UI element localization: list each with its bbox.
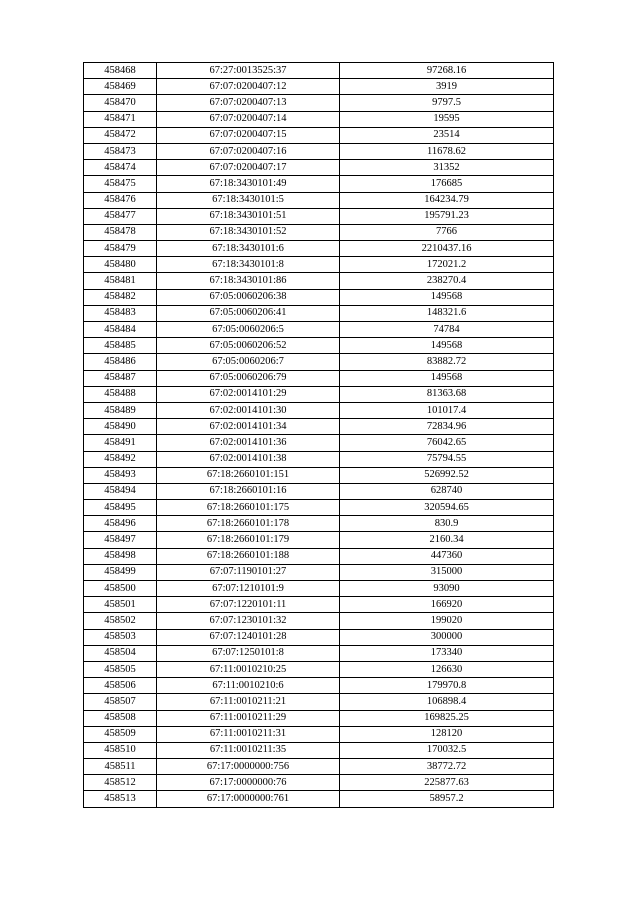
cadastral-number-cell: 67:05:0060206:7 bbox=[157, 354, 340, 370]
table-row bbox=[84, 257, 554, 273]
value-cell: 72834.96 bbox=[340, 419, 554, 435]
table-row bbox=[84, 678, 554, 694]
row-number-cell: 458499 bbox=[84, 564, 157, 580]
table-row bbox=[84, 79, 554, 95]
value-cell: 128120 bbox=[340, 726, 554, 742]
table-row bbox=[84, 241, 554, 257]
table-row bbox=[84, 726, 554, 742]
value-cell: 176685 bbox=[340, 176, 554, 192]
cadastral-number-cell: 67:18:2660101:179 bbox=[157, 532, 340, 548]
value-cell: 75794.55 bbox=[340, 451, 554, 467]
cadastral-number-cell: 67:07:0200407:15 bbox=[157, 127, 340, 143]
value-cell: 126630 bbox=[340, 661, 554, 677]
cadastral-number-cell: 67:07:1210101:9 bbox=[157, 581, 340, 597]
value-cell: 164234.79 bbox=[340, 192, 554, 208]
value-cell: 81363.68 bbox=[340, 386, 554, 402]
value-cell: 173340 bbox=[340, 645, 554, 661]
table-row bbox=[84, 564, 554, 580]
value-cell: 83882.72 bbox=[340, 354, 554, 370]
value-cell: 195791.23 bbox=[340, 208, 554, 224]
row-number-cell: 458511 bbox=[84, 759, 157, 775]
row-number-cell: 458489 bbox=[84, 402, 157, 418]
value-cell: 149568 bbox=[340, 289, 554, 305]
cadastral-number-cell: 67:07:0200407:16 bbox=[157, 143, 340, 159]
value-cell: 830.9 bbox=[340, 516, 554, 532]
table-row bbox=[84, 354, 554, 370]
table-row bbox=[84, 483, 554, 499]
row-number-cell: 458503 bbox=[84, 629, 157, 645]
cadastral-number-cell: 67:05:0060206:5 bbox=[157, 322, 340, 338]
table-row bbox=[84, 742, 554, 758]
table-row bbox=[84, 419, 554, 435]
table-row bbox=[84, 467, 554, 483]
table-row bbox=[84, 143, 554, 159]
cadastral-number-cell: 67:07:1220101:11 bbox=[157, 597, 340, 613]
table-row bbox=[84, 694, 554, 710]
row-number-cell: 458471 bbox=[84, 111, 157, 127]
cadastral-number-cell: 67:17:0000000:756 bbox=[157, 759, 340, 775]
value-cell: 11678.62 bbox=[340, 143, 554, 159]
cadastral-number-cell: 67:07:0200407:17 bbox=[157, 160, 340, 176]
row-number-cell: 458497 bbox=[84, 532, 157, 548]
cadastral-number-cell: 67:17:0000000:76 bbox=[157, 775, 340, 791]
value-cell: 93090 bbox=[340, 581, 554, 597]
table-row bbox=[84, 451, 554, 467]
value-cell: 315000 bbox=[340, 564, 554, 580]
cadastral-number-cell: 67:11:0010211:35 bbox=[157, 742, 340, 758]
row-number-cell: 458510 bbox=[84, 742, 157, 758]
cadastral-number-cell: 67:11:0010211:31 bbox=[157, 726, 340, 742]
value-cell: 38772.72 bbox=[340, 759, 554, 775]
table-row bbox=[84, 63, 554, 79]
table-row bbox=[84, 160, 554, 176]
row-number-cell: 458474 bbox=[84, 160, 157, 176]
value-cell: 166920 bbox=[340, 597, 554, 613]
value-cell: 149568 bbox=[340, 338, 554, 354]
cadastral-number-cell: 67:07:1230101:32 bbox=[157, 613, 340, 629]
row-number-cell: 458484 bbox=[84, 322, 157, 338]
row-number-cell: 458482 bbox=[84, 289, 157, 305]
table-row bbox=[84, 111, 554, 127]
table-row bbox=[84, 791, 554, 807]
row-number-cell: 458496 bbox=[84, 516, 157, 532]
value-cell: 74784 bbox=[340, 322, 554, 338]
table-row bbox=[84, 548, 554, 564]
table-row bbox=[84, 532, 554, 548]
row-number-cell: 458481 bbox=[84, 273, 157, 289]
row-number-cell: 458485 bbox=[84, 338, 157, 354]
row-number-cell: 458473 bbox=[84, 143, 157, 159]
cadastral-number-cell: 67:07:1190101:27 bbox=[157, 564, 340, 580]
value-cell: 238270.4 bbox=[340, 273, 554, 289]
table-body bbox=[84, 63, 554, 808]
row-number-cell: 458508 bbox=[84, 710, 157, 726]
row-number-cell: 458509 bbox=[84, 726, 157, 742]
table-row bbox=[84, 435, 554, 451]
cadastral-number-cell: 67:02:0014101:38 bbox=[157, 451, 340, 467]
cadastral-number-cell: 67:11:0010211:21 bbox=[157, 694, 340, 710]
cadastral-number-cell: 67:07:1250101:8 bbox=[157, 645, 340, 661]
row-number-cell: 458512 bbox=[84, 775, 157, 791]
value-cell: 172021.2 bbox=[340, 257, 554, 273]
table-row bbox=[84, 192, 554, 208]
row-number-cell: 458469 bbox=[84, 79, 157, 95]
cadastral-number-cell: 67:18:2660101:175 bbox=[157, 500, 340, 516]
row-number-cell: 458494 bbox=[84, 483, 157, 499]
value-cell: 169825.25 bbox=[340, 710, 554, 726]
value-cell: 2160.34 bbox=[340, 532, 554, 548]
row-number-cell: 458488 bbox=[84, 386, 157, 402]
value-cell: 97268.16 bbox=[340, 63, 554, 79]
table-row bbox=[84, 176, 554, 192]
cadastral-number-cell: 67:11:0010210:6 bbox=[157, 678, 340, 694]
cadastral-number-cell: 67:02:0014101:30 bbox=[157, 402, 340, 418]
cadastral-number-cell: 67:18:2660101:178 bbox=[157, 516, 340, 532]
cadastral-number-cell: 67:02:0014101:34 bbox=[157, 419, 340, 435]
row-number-cell: 458472 bbox=[84, 127, 157, 143]
row-number-cell: 458468 bbox=[84, 63, 157, 79]
table-row bbox=[84, 273, 554, 289]
table-row bbox=[84, 289, 554, 305]
table-row bbox=[84, 224, 554, 240]
row-number-cell: 458505 bbox=[84, 661, 157, 677]
table-row bbox=[84, 613, 554, 629]
cadastral-number-cell: 67:07:0200407:14 bbox=[157, 111, 340, 127]
value-cell: 447360 bbox=[340, 548, 554, 564]
cadastral-number-cell: 67:18:3430101:49 bbox=[157, 176, 340, 192]
value-cell: 3919 bbox=[340, 79, 554, 95]
cadastral-number-cell: 67:18:3430101:51 bbox=[157, 208, 340, 224]
row-number-cell: 458506 bbox=[84, 678, 157, 694]
table-row bbox=[84, 581, 554, 597]
value-cell: 148321.6 bbox=[340, 305, 554, 321]
row-number-cell: 458479 bbox=[84, 241, 157, 257]
cadastral-number-cell: 67:05:0060206:79 bbox=[157, 370, 340, 386]
cadastral-number-cell: 67:18:3430101:8 bbox=[157, 257, 340, 273]
row-number-cell: 458470 bbox=[84, 95, 157, 111]
value-cell: 526992.52 bbox=[340, 467, 554, 483]
cadastral-number-cell: 67:18:3430101:86 bbox=[157, 273, 340, 289]
table-row bbox=[84, 386, 554, 402]
row-number-cell: 458476 bbox=[84, 192, 157, 208]
row-number-cell: 458487 bbox=[84, 370, 157, 386]
value-cell: 628740 bbox=[340, 483, 554, 499]
row-number-cell: 458513 bbox=[84, 791, 157, 807]
table-row bbox=[84, 775, 554, 791]
table-row bbox=[84, 95, 554, 111]
table-row bbox=[84, 500, 554, 516]
row-number-cell: 458495 bbox=[84, 500, 157, 516]
table-row bbox=[84, 402, 554, 418]
row-number-cell: 458480 bbox=[84, 257, 157, 273]
cadastral-number-cell: 67:02:0014101:29 bbox=[157, 386, 340, 402]
row-number-cell: 458500 bbox=[84, 581, 157, 597]
cadastral-number-cell: 67:11:0010210:25 bbox=[157, 661, 340, 677]
cadastral-number-cell: 67:07:0200407:13 bbox=[157, 95, 340, 111]
value-cell: 320594.65 bbox=[340, 500, 554, 516]
table-row bbox=[84, 759, 554, 775]
value-cell: 31352 bbox=[340, 160, 554, 176]
cadastral-number-cell: 67:18:3430101:52 bbox=[157, 224, 340, 240]
row-number-cell: 458486 bbox=[84, 354, 157, 370]
row-number-cell: 458492 bbox=[84, 451, 157, 467]
row-number-cell: 458502 bbox=[84, 613, 157, 629]
row-number-cell: 458491 bbox=[84, 435, 157, 451]
cadastral-number-cell: 67:05:0060206:41 bbox=[157, 305, 340, 321]
cadastral-number-cell: 67:18:2660101:16 bbox=[157, 483, 340, 499]
value-cell: 179970.8 bbox=[340, 678, 554, 694]
cadastral-number-cell: 67:11:0010211:29 bbox=[157, 710, 340, 726]
row-number-cell: 458477 bbox=[84, 208, 157, 224]
row-number-cell: 458507 bbox=[84, 694, 157, 710]
value-cell: 225877.63 bbox=[340, 775, 554, 791]
value-cell: 106898.4 bbox=[340, 694, 554, 710]
value-cell: 19595 bbox=[340, 111, 554, 127]
table-row bbox=[84, 322, 554, 338]
row-number-cell: 458478 bbox=[84, 224, 157, 240]
table-row bbox=[84, 710, 554, 726]
table-row bbox=[84, 127, 554, 143]
value-cell: 58957.2 bbox=[340, 791, 554, 807]
value-cell: 23514 bbox=[340, 127, 554, 143]
value-cell: 300000 bbox=[340, 629, 554, 645]
row-number-cell: 458504 bbox=[84, 645, 157, 661]
cadastral-number-cell: 67:07:1240101:28 bbox=[157, 629, 340, 645]
table-row bbox=[84, 516, 554, 532]
value-cell: 199020 bbox=[340, 613, 554, 629]
value-cell: 9797.5 bbox=[340, 95, 554, 111]
value-cell: 149568 bbox=[340, 370, 554, 386]
table-row bbox=[84, 645, 554, 661]
cadastral-number-cell: 67:05:0060206:52 bbox=[157, 338, 340, 354]
value-cell: 76042.65 bbox=[340, 435, 554, 451]
table-row bbox=[84, 661, 554, 677]
cadastral-number-cell: 67:18:2660101:151 bbox=[157, 467, 340, 483]
cadastral-number-cell: 67:17:0000000:761 bbox=[157, 791, 340, 807]
table-row bbox=[84, 370, 554, 386]
table-row bbox=[84, 305, 554, 321]
cadastral-number-cell: 67:27:0013525:37 bbox=[157, 63, 340, 79]
row-number-cell: 458475 bbox=[84, 176, 157, 192]
value-cell: 101017.4 bbox=[340, 402, 554, 418]
table-row bbox=[84, 629, 554, 645]
cadastral-number-cell: 67:05:0060206:38 bbox=[157, 289, 340, 305]
cadastral-number-cell: 67:07:0200407:12 bbox=[157, 79, 340, 95]
row-number-cell: 458493 bbox=[84, 467, 157, 483]
cadastral-number-cell: 67:18:3430101:5 bbox=[157, 192, 340, 208]
value-cell: 7766 bbox=[340, 224, 554, 240]
row-number-cell: 458483 bbox=[84, 305, 157, 321]
value-cell: 170032.5 bbox=[340, 742, 554, 758]
cadastral-number-cell: 67:18:3430101:6 bbox=[157, 241, 340, 257]
table-row bbox=[84, 338, 554, 354]
value-cell: 2210437.16 bbox=[340, 241, 554, 257]
row-number-cell: 458498 bbox=[84, 548, 157, 564]
row-number-cell: 458501 bbox=[84, 597, 157, 613]
row-number-cell: 458490 bbox=[84, 419, 157, 435]
cadastral-number-cell: 67:18:2660101:188 bbox=[157, 548, 340, 564]
table-row bbox=[84, 597, 554, 613]
cadastral-number-cell: 67:02:0014101:36 bbox=[157, 435, 340, 451]
cadastral-value-table bbox=[83, 62, 554, 808]
table-row bbox=[84, 208, 554, 224]
